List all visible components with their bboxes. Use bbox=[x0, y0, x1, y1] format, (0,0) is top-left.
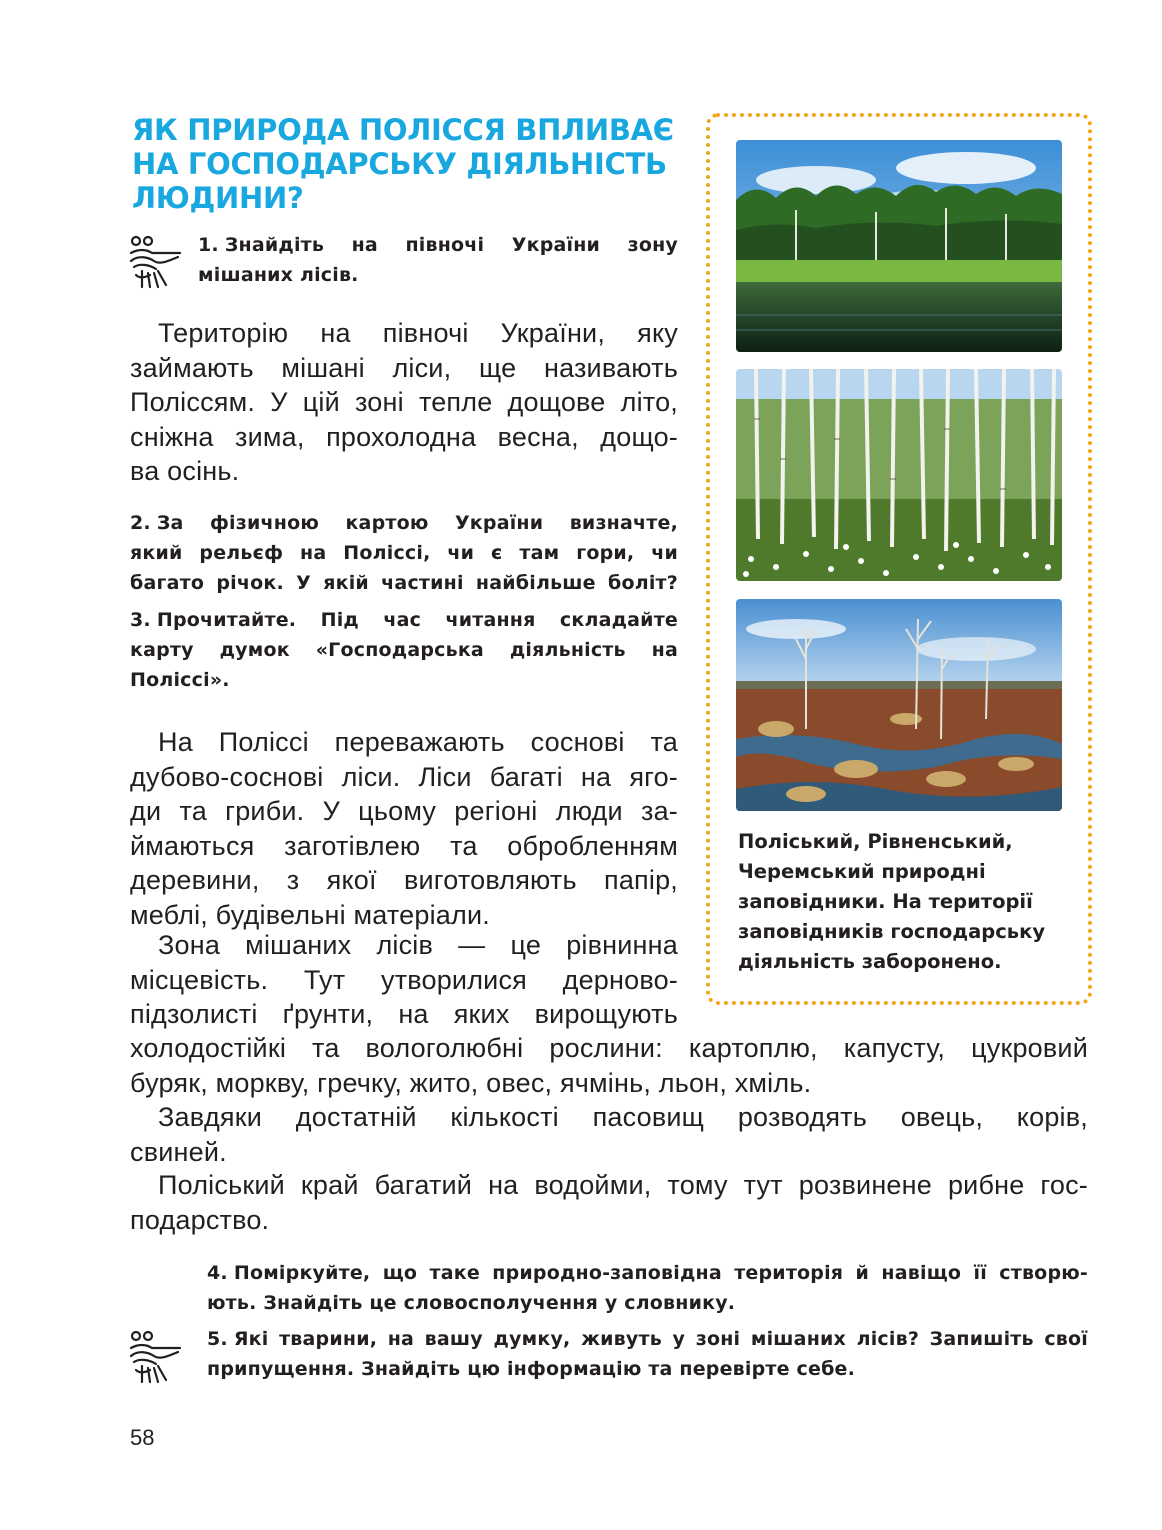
text-line: ва осінь. bbox=[130, 456, 240, 486]
text-line: місцевість. Тут утворилися дерново- bbox=[130, 964, 678, 995]
text-line: Поліссям. У цій зоні тепле дощове літо, bbox=[130, 387, 678, 417]
paragraph-intro bbox=[130, 316, 678, 489]
task-text: Поліссі». bbox=[130, 669, 230, 691]
text-line: Територію на півночі України, яку bbox=[158, 318, 678, 348]
paragraph-livestock bbox=[130, 1100, 1088, 1169]
task-text: який рельєф на Поліссі, чи є там гори, чи bbox=[130, 542, 678, 564]
text-line: ймаються заготівлею та обробленням bbox=[130, 830, 678, 861]
text-line: На Поліссі переважають соснові та bbox=[158, 727, 678, 757]
task-text: Поміркуйте, що таке природно-заповідна територія й навіщо її створю- bbox=[233, 1262, 1088, 1284]
title-line: ЛЮДИНИ? bbox=[132, 181, 304, 215]
task-text: За фізичною картою України визначте, bbox=[156, 512, 678, 534]
task-4 bbox=[207, 1258, 1088, 1318]
caption-line: Черемський природні bbox=[738, 860, 986, 883]
text-line: займають мішані ліси, ще називають bbox=[130, 352, 678, 383]
task-text: багато річок. У якій частині найбільше боліт? bbox=[130, 572, 678, 594]
task-text: ють. Знайдіть це словосполучення у словнику. bbox=[207, 1292, 736, 1314]
title-line: ЯК ПРИРОДА ПОЛІССЯ ВПЛИВАЄ bbox=[132, 113, 674, 147]
caption-line: заповідників господарську bbox=[738, 920, 1046, 943]
task-text: Які тварини, на вашу думку, живуть у зоні мішаних лісів? Запишіть свої bbox=[233, 1328, 1088, 1350]
title-line: НА ГОСПОДАРСЬКУ ДІЯЛЬНІСТЬ bbox=[132, 147, 667, 181]
task-text: припущення. Знайдіть цю інформацію та перевірте себе. bbox=[207, 1358, 856, 1380]
task-number: 1. bbox=[198, 234, 219, 256]
caption-line: діяльність заборонено. bbox=[738, 950, 1002, 973]
task-text: мішаних лісів. bbox=[198, 264, 359, 286]
text-line: сніжна зима, прохолодна весна, дощо- bbox=[130, 421, 678, 452]
task-number: 4. bbox=[207, 1262, 228, 1284]
photo-forest-lake bbox=[736, 140, 1062, 352]
photo-birch-forest bbox=[736, 369, 1062, 581]
paragraph-fishery bbox=[130, 1168, 1088, 1237]
text-line: підзолисті ґрунти, на яких вирощують bbox=[130, 999, 678, 1029]
text-line: холодостійкі та вологолюбні рослини: картоплю, капусту, цукровий bbox=[130, 1033, 1088, 1063]
photo-bog bbox=[736, 599, 1062, 811]
reserves-caption bbox=[738, 827, 1078, 977]
paragraph-relief bbox=[130, 928, 678, 1032]
task-text: Знайдіть на півночі України зону bbox=[224, 234, 678, 256]
page-number: 58 bbox=[130, 1425, 155, 1450]
text-line: деревини, з якої виготовляють папір, bbox=[130, 865, 678, 895]
text-line: Завдяки достатній кількості пасовищ розводять овець, корів, bbox=[158, 1102, 1088, 1132]
section-title bbox=[132, 113, 692, 215]
caption-line: заповідники. На території bbox=[738, 890, 1033, 913]
task-1 bbox=[198, 230, 678, 290]
text-line: меблі, будівельні матеріали. bbox=[130, 899, 490, 930]
pair-work-icon bbox=[128, 235, 190, 295]
text-line: Поліський край багатий на водойми, тому тут розвинене рибне гос- bbox=[158, 1170, 1088, 1200]
task-number: 2. bbox=[130, 512, 151, 534]
text-line: Зона мішаних лісів — це рівнинна bbox=[158, 930, 678, 960]
task-2 bbox=[130, 508, 678, 598]
task-number: 5. bbox=[207, 1328, 228, 1350]
paragraph-crops bbox=[130, 1031, 1088, 1100]
paragraph-forests bbox=[130, 725, 678, 932]
task-number: 3. bbox=[130, 609, 151, 631]
text-line: буряк, моркву, гречку, жито, овес, ячмінь, льон, хміль. bbox=[130, 1067, 812, 1098]
task-3 bbox=[130, 605, 678, 695]
text-line: ди та гриби. У цьому регіоні люди за- bbox=[130, 796, 678, 826]
text-line: подарство. bbox=[130, 1204, 270, 1235]
task-text: Прочитайте. Під час читання складайте bbox=[156, 609, 678, 631]
text-line: свиней. bbox=[130, 1136, 227, 1167]
pair-work-icon bbox=[128, 1330, 190, 1390]
text-line: дубово-соснові ліси. Ліси багаті на яго- bbox=[130, 761, 678, 792]
caption-line: Поліський, Рівненський, bbox=[738, 830, 1013, 853]
task-5 bbox=[207, 1324, 1088, 1384]
task-text: карту думок «Господарська діяльність на bbox=[130, 639, 678, 661]
